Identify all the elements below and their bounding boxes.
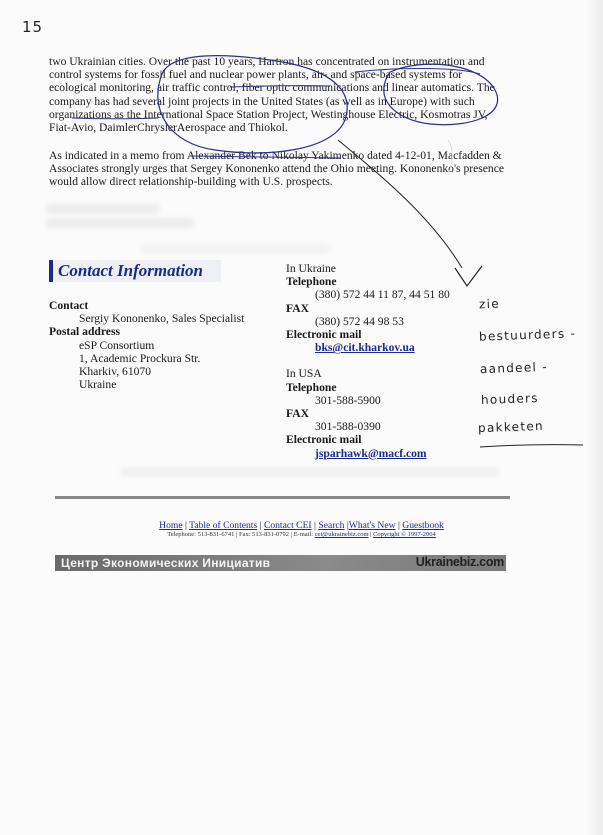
footer-fax: Fax: 513-831-0792 [239, 531, 290, 538]
postal-address-label: Postal address [49, 325, 120, 339]
handwritten-note-line: houders [480, 390, 540, 408]
footer-nav: Home | Table of Contents | Contact CEI | Search |What's New | Guestbook [159, 520, 444, 531]
postal-line: Ukraine [79, 378, 117, 392]
footer-banner [55, 555, 506, 571]
nav-link-contact-cei[interactable]: Contact CEI [263, 520, 312, 531]
handwritten-note-line: pakketen [477, 418, 545, 436]
contact-right-column [286, 262, 450, 460]
pen-arrow-head [455, 266, 482, 286]
contact-name: Sergiy Kononenko, Sales Specialist [79, 312, 245, 326]
fax-label: FAX [286, 407, 309, 421]
body-paragraph-2: As indicated in a memo from Alexander Bek to Nikolay Yakimenko dated 4-12-01, Macfadden & Associates strongly urges that Sergey Kononenko attend the Ohio meeting. Kononenko's presence would allow direct relationship-building with U.S. prospects. [49, 149, 505, 189]
faded-line [140, 244, 330, 254]
banner-left-text: Центр Экономических Инициатив [61, 556, 271, 570]
body-paragraph-1: two Ukrainian cities. Over the past 10 years, Hartron has concentrated on instrumentation and control systems for fossil fuel and nuclear power plants, air- and space-based systems for ecological monitoring, air traffic control, fiber optic communications and linear automatics. The company has had several joint projects in the United States (as well as in Europe) with such organizations as the International Space Station Project, Westinghouse Electric, Kosmotras JV, Fiat-Avio, DaimlerChryslerAerospace and Thiokol. [49, 55, 495, 135]
telephone-value: 301-588-5900 [315, 393, 381, 407]
region-ukraine: In Ukraine [286, 262, 336, 275]
nav-link-guestbook[interactable]: Guestbook [402, 520, 444, 531]
contact-information-heading: Contact Information [49, 260, 221, 282]
footer-email-link[interactable]: cei@ukrainebiz.com [314, 531, 369, 538]
handwritten-note-line: zie [478, 296, 501, 312]
fax-value: 301-588-0390 [315, 420, 381, 434]
footer-telephone: Telephone: 513-831-6741 [167, 531, 235, 538]
footer-contact-line: Telephone: 513-831-6741 | Fax: 513-831-0792 | E-mail: cei@ukrainebiz.com | Copyright © 1997-2004 [167, 531, 436, 538]
email-link-ukraine[interactable]: bks@cit.kharkov.ua [315, 341, 415, 355]
faded-line [45, 218, 195, 228]
postal-line: eSP Consortium [79, 338, 155, 352]
fax-label: FAX [286, 301, 309, 315]
email-label: Electronic mail [286, 433, 362, 447]
postal-line: 1, Academic Prockura Str. [79, 351, 201, 365]
handwritten-note-line: aandeel - [479, 359, 549, 377]
telephone-label: Telephone [286, 275, 337, 289]
contact-label: Contact [49, 299, 89, 312]
faded-line [45, 204, 160, 214]
pen-note-underline [480, 445, 583, 447]
footer-copyright-link[interactable]: Copyright © 1997-2004 [373, 531, 436, 538]
postal-line: Kharkiv, 61070 [79, 365, 152, 379]
faded-line [120, 467, 500, 477]
handwritten-note-line: bestuurders - [478, 326, 577, 344]
page-shadow [585, 0, 603, 835]
contact-left-column [49, 299, 244, 391]
telephone-label: Telephone [286, 380, 337, 394]
nav-link-table-of-contents[interactable]: Table of Contents [189, 520, 258, 531]
fax-value: (380) 572 44 98 53 [315, 314, 404, 328]
telephone-value: (380) 572 44 11 87, 44 51 80 [315, 288, 450, 302]
nav-link-home[interactable]: Home [159, 520, 183, 531]
nav-link-whats-new[interactable]: What's New [348, 520, 396, 531]
region-usa: In USA [286, 367, 322, 381]
footer-email-label: E-mail: [293, 531, 314, 538]
footer-divider [55, 496, 510, 499]
email-link-usa[interactable]: jsparhawk@macf.com [315, 446, 427, 460]
nav-link-search[interactable]: Search [318, 520, 345, 531]
email-label: Electronic mail [286, 328, 362, 342]
banner-logo-text: Ukrainebiz.com [415, 555, 504, 569]
page-number: 15 [22, 18, 44, 36]
